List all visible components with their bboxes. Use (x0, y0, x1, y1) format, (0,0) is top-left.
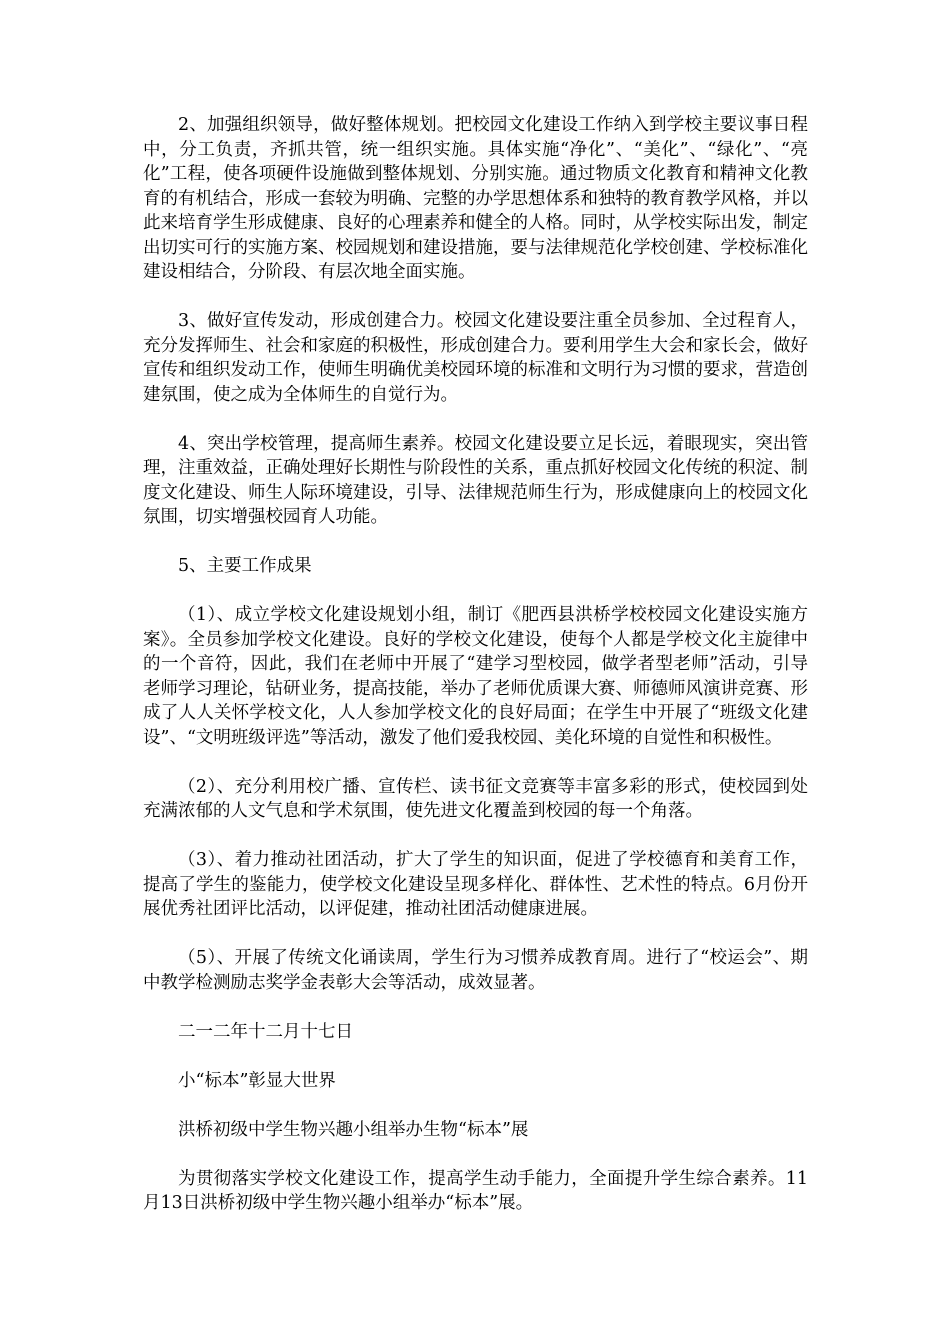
article-title: 小“标本”彰显大世界 (178, 1070, 336, 1091)
result-item-5: （5）、开展了传统文化诵读周，学生行为习惯养成教育周。进行了“校运会”、期中教学检测励志奖学金表彰大会等活动，成效显著。 (143, 948, 808, 993)
paragraph-item-4: 4、突出学校管理，提高师生素养。校园文化建设要立足长远，着眼现实，突出管理，注重效益，正确处理好长期性与阶段性的关系，重点抓好校园文化传统的积淀、制度文化建设、师生人际环境建设，引导、法律规范师生行为，形成健康向上的校园文化氛围，切实增强校园育人功能。 (143, 433, 808, 527)
paragraph-item-3: 3、做好宣传发动，形成创建合力。校园文化建设要注重全员参加、全过程育人，充分发挥师生、社会和家庭的积极性，形成创建合力。要利用学生大会和家长会，做好宣传和组织发动工作，使师生明确优美校园环境的标准和文明行为习惯的要求，营造创建氛围，使之成为全体师生的自觉行为。 (143, 311, 808, 405)
document-date: 二一二年十二月十七日 (178, 1021, 353, 1042)
article-intro-paragraph: 为贯彻落实学校文化建设工作，提高学生动手能力，全面提升学生综合素养。11月13日洪桥初级中学生物兴趣小组举办“标本”展。 (143, 1168, 808, 1213)
result-item-2: （2）、充分利用校广播、宣传栏、读书征文竞赛等丰富多彩的形式，使校园到处充满浓郁的人文气息和学术氛围，使先进文化覆盖到校园的每一个角落。 (143, 776, 808, 821)
section-heading-results: 5、主要工作成果 (178, 556, 312, 576)
article-subtitle: 洪桥初级中学生物兴趣小组举办生物“标本”展 (178, 1119, 529, 1140)
result-item-3: （3）、着力推动社团活动，扩大了学生的知识面，促进了学校德育和美育工作，提高了学生的鉴能力，使学校文化建设呈现多样化、群体性、艺术性的特点。6月份开展优秀社团评比活动，以评促建，推动社团活动健康进展。 (143, 850, 808, 919)
document-body (143, 113, 808, 1240)
result-item-1: （1）、成立学校文化建设规划小组，制订《肥西县洪桥学校校园文化建设实施方案》。全员参加学校文化建设。良好的学校文化建设，使每个人都是学校文化主旋律中的一个音符，因此，我们在老师中开展了“建学习型校园，做学者型老师”活动，引导老师学习理论，钻研业务，提高技能，举办了老师优质课大赛、师德师风演讲竞赛、形成了人人关怀学校文化，人人参加学校文化的良好局面；在学生中开展了“班级文化建设”、“文明班级评选”等活动，激发了他们爱我校园、美化环境的自觉性和积极性。 (143, 605, 808, 748)
paragraph-item-2: 2、加强组织领导，做好整体规划。把校园文化建设工作纳入到学校主要议事日程中，分工负责，齐抓共管，统一组织实施。具体实施“净化”、“美化”、“绿化”、“亮化”工程，使各项硬件设施做到整体规划、分别实施。通过物质文化教育和精神文化教育的有机结合，形成一套较为明确、完整的办学思想体系和独特的教育教学风格，并以此来培育学生形成健康、良好的心理素养和健全的人格。同时，从学校实际出发，制定出切实可行的实施方案、校园规划和建设措施，要与法律规范化学校创建、学校标准化建设相结合，分阶段、有层次地全面实施。 (143, 115, 808, 282)
